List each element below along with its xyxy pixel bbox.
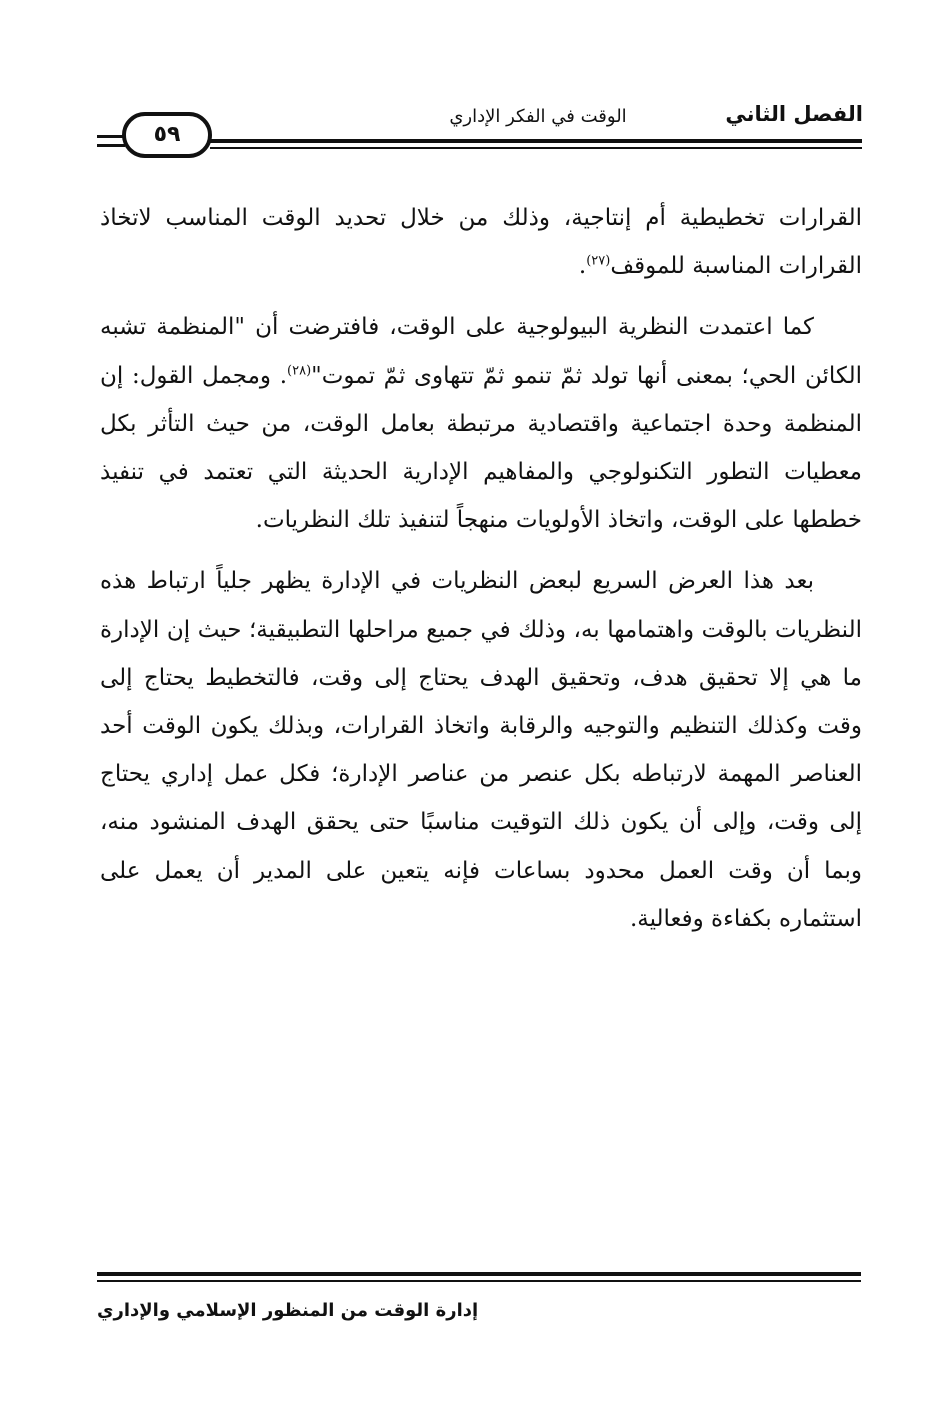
footnote-ref-27: (٢٧) — [586, 253, 611, 269]
paragraph-3: بعد هذا العرض السريع لبعض النظريات في الإدارة يظهر جلياً ارتباط هذه النظريات بالوقت واهتمامها به، وذلك في جميع مراحلها التطبيقية؛ حيث إن الإدارة ما هي إلا تحقيق هدف، وتحقيق الهدف يحتاج إلى وقت، فالتخطيط يحتاج إلى وقت وكذلك التنظيم والتوجيه والرقابة واتخاذ القرارات، وبذلك يكون الوقت أحد العناصر المهمة لارتباطه بكل عنصر من عناصر الإدارة؛ فكل عمل إداري يحتاج إلى وقت، وإلى أن يكون ذلك التوقيت مناسبًا حتى يحقق الهدف المنشود منه، وبما أن وقت العمل محدود بساعات فإنه يتعين على المدير أن يعمل على استثماره بكفاءة وفعالية. — [100, 568, 862, 932]
page-number: ٥٩ — [122, 112, 212, 158]
footer-rule-thin — [97, 1280, 861, 1282]
page-body — [100, 194, 862, 956]
header-rule-thick — [210, 139, 862, 143]
paragraph-1 — [100, 194, 862, 290]
footnote-ref-28: (٢٨) — [287, 362, 312, 378]
paragraph-2 — [100, 303, 862, 544]
chapter-label: الفصل الثاني — [725, 102, 863, 126]
header-rule-thin — [210, 147, 862, 149]
footer-book-title: إدارة الوقت من المنظور الإسلامي والإداري — [97, 1300, 479, 1321]
paragraph-2-text: كما اعتمدت النظرية البيولوجية على الوقت، فافترضت أن "المنظمة تشبه الكائن الحي؛ بمعنى أنها تولد ثمّ تنمو ثمّ تتهاوى ثمّ تموت" — [100, 314, 862, 389]
paragraph-1-text: القرارات تخطيطية أم إنتاجية، وذلك من خلال تحديد الوقت المناسب لاتخاذ القرارات المناسبة للموقف — [100, 205, 862, 280]
header-left-rule-bottom — [97, 144, 125, 147]
footer-rule-thick — [97, 1272, 861, 1276]
paragraph-1-end: . — [578, 253, 587, 280]
header-left-rule-top — [97, 135, 125, 138]
paragraph-2-rest: . ومجمل القول: إن المنظمة وحدة اجتماعية واقتصادية مرتبطة بعامل الوقت، من حيث التأثر بكل معطيات التطور التكنولوجي والمفاهيم الإدارية الحديثة التي تعتمد في تنفيذ خططها على الوقت، واتخاذ الأولويات منهجاً لتنفيذ تلك النظريات. — [100, 362, 862, 534]
running-title: الوقت في الفكر الإداري — [449, 106, 627, 127]
